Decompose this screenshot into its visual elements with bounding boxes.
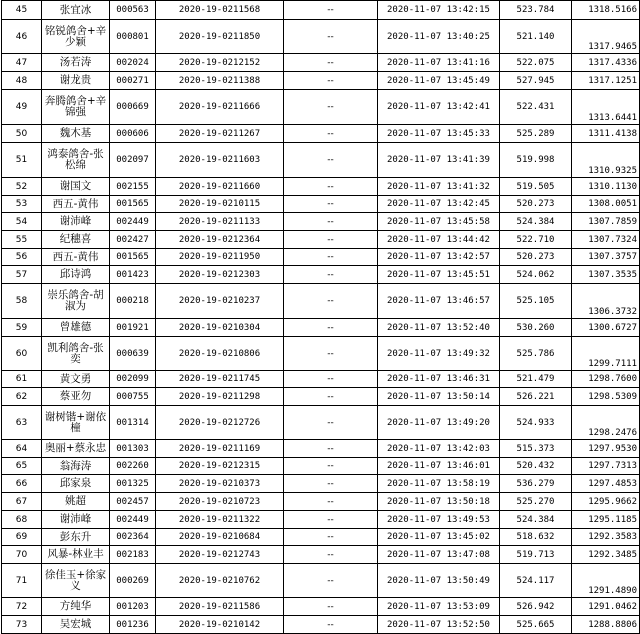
cell-rank: 54 xyxy=(2,213,42,231)
cell-ring-number: 2020-19-0210806 xyxy=(156,337,284,371)
cell-dash: -- xyxy=(284,213,378,231)
cell-ring-number: 2020-19-0210684 xyxy=(156,529,284,546)
cell-name: 黄文勇 xyxy=(42,371,110,388)
cell-name: 张宜冰 xyxy=(42,1,110,20)
cell-name: 西五-黄伟 xyxy=(42,196,110,213)
cell-id: 001921 xyxy=(110,319,156,337)
table-row xyxy=(2,511,640,529)
cell-arrival-time: 2020-11-07 13:50:14 xyxy=(378,388,500,406)
cell-id: 002427 xyxy=(110,231,156,249)
table-row xyxy=(2,564,640,598)
cell-ring-number: 2020-19-0211603 xyxy=(156,143,284,178)
cell-rank: 65 xyxy=(2,458,42,475)
cell-name: 西五-黄伟 xyxy=(42,249,110,266)
cell-rank: 49 xyxy=(2,90,42,125)
cell-ring-number: 2020-19-0210723 xyxy=(156,493,284,511)
cell-score: 1308.0051 xyxy=(572,196,640,213)
cell-name: 崇乐鸽舍-胡淑为 xyxy=(42,284,110,319)
cell-ring-number: 2020-19-0212152 xyxy=(156,54,284,72)
cell-dash: -- xyxy=(284,546,378,564)
cell-speed: 519.998 xyxy=(500,143,572,178)
cell-arrival-time: 2020-11-07 13:49:32 xyxy=(378,337,500,371)
cell-rank: 68 xyxy=(2,511,42,529)
cell-id: 002155 xyxy=(110,178,156,196)
cell-name: 方纯华 xyxy=(42,598,110,616)
table-row xyxy=(2,231,640,249)
cell-rank: 59 xyxy=(2,319,42,337)
cell-ring-number: 2020-19-0211586 xyxy=(156,598,284,616)
cell-rank: 48 xyxy=(2,72,42,90)
table-row xyxy=(2,266,640,284)
cell-arrival-time: 2020-11-07 13:52:40 xyxy=(378,319,500,337)
cell-arrival-time: 2020-11-07 13:47:08 xyxy=(378,546,500,564)
cell-rank: 73 xyxy=(2,616,42,634)
cell-score: 1297.9530 xyxy=(572,440,640,458)
table-row xyxy=(2,529,640,546)
table-row xyxy=(2,371,640,388)
cell-id: 000755 xyxy=(110,388,156,406)
cell-rank: 60 xyxy=(2,337,42,371)
cell-name: 蔡亚勿 xyxy=(42,388,110,406)
cell-speed: 536.279 xyxy=(500,475,572,493)
cell-score: 1307.7859 xyxy=(572,213,640,231)
cell-ring-number: 2020-19-0211745 xyxy=(156,371,284,388)
cell-ring-number: 2020-19-0211660 xyxy=(156,178,284,196)
cell-name: 姚超 xyxy=(42,493,110,511)
cell-speed: 522.710 xyxy=(500,231,572,249)
cell-dash: -- xyxy=(284,458,378,475)
cell-score: 1313.6441 xyxy=(572,90,640,125)
cell-id: 002099 xyxy=(110,371,156,388)
cell-speed: 520.273 xyxy=(500,196,572,213)
cell-name: 凯利鸽舍-张奕 xyxy=(42,337,110,371)
cell-ring-number: 2020-19-0211666 xyxy=(156,90,284,125)
cell-name: 吴宏城 xyxy=(42,616,110,634)
cell-id: 000563 xyxy=(110,1,156,20)
cell-ring-number: 2020-19-0211169 xyxy=(156,440,284,458)
table-row xyxy=(2,475,640,493)
cell-arrival-time: 2020-11-07 13:45:02 xyxy=(378,529,500,546)
cell-rank: 45 xyxy=(2,1,42,20)
cell-name: 汤若涛 xyxy=(42,54,110,72)
cell-score: 1317.4336 xyxy=(572,54,640,72)
cell-arrival-time: 2020-11-07 13:42:41 xyxy=(378,90,500,125)
cell-arrival-time: 2020-11-07 13:45:33 xyxy=(378,125,500,143)
cell-arrival-time: 2020-11-07 13:50:49 xyxy=(378,564,500,598)
cell-id: 001565 xyxy=(110,249,156,266)
cell-dash: -- xyxy=(284,1,378,20)
cell-arrival-time: 2020-11-07 13:53:09 xyxy=(378,598,500,616)
table-row xyxy=(2,20,640,54)
cell-id: 001236 xyxy=(110,616,156,634)
cell-rank: 55 xyxy=(2,231,42,249)
cell-rank: 47 xyxy=(2,54,42,72)
cell-dash: -- xyxy=(284,475,378,493)
cell-speed: 519.505 xyxy=(500,178,572,196)
cell-speed: 524.117 xyxy=(500,564,572,598)
cell-score: 1298.7600 xyxy=(572,371,640,388)
cell-speed: 519.713 xyxy=(500,546,572,564)
cell-score: 1307.3757 xyxy=(572,249,640,266)
table-row xyxy=(2,388,640,406)
cell-speed: 520.273 xyxy=(500,249,572,266)
cell-speed: 521.479 xyxy=(500,371,572,388)
cell-dash: -- xyxy=(284,371,378,388)
table-row xyxy=(2,249,640,266)
cell-rank: 58 xyxy=(2,284,42,319)
table-row xyxy=(2,1,640,20)
table-row xyxy=(2,213,640,231)
cell-ring-number: 2020-19-0210373 xyxy=(156,475,284,493)
cell-dash: -- xyxy=(284,564,378,598)
cell-ring-number: 2020-19-0211568 xyxy=(156,1,284,20)
cell-arrival-time: 2020-11-07 13:42:45 xyxy=(378,196,500,213)
cell-score: 1297.7313 xyxy=(572,458,640,475)
cell-score: 1292.3583 xyxy=(572,529,640,546)
cell-arrival-time: 2020-11-07 13:52:50 xyxy=(378,616,500,634)
cell-score: 1299.7111 xyxy=(572,337,640,371)
cell-name: 鸿泰鸽舍-张松绵 xyxy=(42,143,110,178)
cell-speed: 527.945 xyxy=(500,72,572,90)
cell-arrival-time: 2020-11-07 13:41:16 xyxy=(378,54,500,72)
cell-speed: 520.432 xyxy=(500,458,572,475)
table-row xyxy=(2,143,640,178)
cell-score: 1317.1251 xyxy=(572,72,640,90)
cell-dash: -- xyxy=(284,440,378,458)
cell-speed: 524.062 xyxy=(500,266,572,284)
cell-score: 1297.4853 xyxy=(572,475,640,493)
cell-speed: 530.260 xyxy=(500,319,572,337)
cell-id: 001203 xyxy=(110,598,156,616)
cell-arrival-time: 2020-11-07 13:46:01 xyxy=(378,458,500,475)
table-row xyxy=(2,196,640,213)
cell-rank: 46 xyxy=(2,20,42,54)
table-row xyxy=(2,337,640,371)
cell-score: 1310.1130 xyxy=(572,178,640,196)
cell-name: 奔腾鸽舍+辛锦强 xyxy=(42,90,110,125)
cell-arrival-time: 2020-11-07 13:41:39 xyxy=(378,143,500,178)
cell-rank: 69 xyxy=(2,529,42,546)
cell-id: 000218 xyxy=(110,284,156,319)
cell-id: 002183 xyxy=(110,546,156,564)
table-row xyxy=(2,72,640,90)
cell-id: 000669 xyxy=(110,90,156,125)
cell-dash: -- xyxy=(284,319,378,337)
cell-score: 1291.4890 xyxy=(572,564,640,598)
table-row xyxy=(2,616,640,634)
cell-score: 1295.9662 xyxy=(572,493,640,511)
cell-id: 002364 xyxy=(110,529,156,546)
cell-ring-number: 2020-19-0211133 xyxy=(156,213,284,231)
cell-score: 1306.3732 xyxy=(572,284,640,319)
cell-id: 001303 xyxy=(110,440,156,458)
cell-ring-number: 2020-19-0211298 xyxy=(156,388,284,406)
cell-dash: -- xyxy=(284,266,378,284)
cell-speed: 525.665 xyxy=(500,616,572,634)
cell-arrival-time: 2020-11-07 13:44:42 xyxy=(378,231,500,249)
cell-rank: 72 xyxy=(2,598,42,616)
cell-id: 000606 xyxy=(110,125,156,143)
cell-id: 002024 xyxy=(110,54,156,72)
cell-arrival-time: 2020-11-07 13:45:58 xyxy=(378,213,500,231)
cell-name: 曾雄德 xyxy=(42,319,110,337)
table-row xyxy=(2,54,640,72)
cell-name: 魏木基 xyxy=(42,125,110,143)
cell-dash: -- xyxy=(284,178,378,196)
cell-speed: 522.431 xyxy=(500,90,572,125)
cell-ring-number: 2020-19-0212726 xyxy=(156,406,284,440)
cell-speed: 522.075 xyxy=(500,54,572,72)
cell-arrival-time: 2020-11-07 13:50:18 xyxy=(378,493,500,511)
cell-score: 1288.8806 xyxy=(572,616,640,634)
cell-arrival-time: 2020-11-07 13:40:25 xyxy=(378,20,500,54)
cell-speed: 523.784 xyxy=(500,1,572,20)
cell-arrival-time: 2020-11-07 13:49:20 xyxy=(378,406,500,440)
cell-score: 1317.9465 xyxy=(572,20,640,54)
cell-rank: 53 xyxy=(2,196,42,213)
cell-rank: 66 xyxy=(2,475,42,493)
table-row xyxy=(2,406,640,440)
cell-ring-number: 2020-19-0211388 xyxy=(156,72,284,90)
cell-ring-number: 2020-19-0211322 xyxy=(156,511,284,529)
cell-dash: -- xyxy=(284,406,378,440)
cell-speed: 525.105 xyxy=(500,284,572,319)
cell-name: 奥丽+蔡永忠 xyxy=(42,440,110,458)
cell-ring-number: 2020-19-0211950 xyxy=(156,249,284,266)
cell-rank: 52 xyxy=(2,178,42,196)
cell-arrival-time: 2020-11-07 13:42:03 xyxy=(378,440,500,458)
cell-dash: -- xyxy=(284,284,378,319)
cell-ring-number: 2020-19-0212303 xyxy=(156,266,284,284)
cell-name: 铭锐鸽舍+辛少颖 xyxy=(42,20,110,54)
table-row xyxy=(2,284,640,319)
cell-name: 谢龙贵 xyxy=(42,72,110,90)
cell-id: 000801 xyxy=(110,20,156,54)
cell-score: 1311.4138 xyxy=(572,125,640,143)
cell-name: 谢沛峰 xyxy=(42,511,110,529)
cell-name: 谢沛峰 xyxy=(42,213,110,231)
cell-id: 002097 xyxy=(110,143,156,178)
cell-arrival-time: 2020-11-07 13:45:51 xyxy=(378,266,500,284)
results-table-body xyxy=(2,1,640,634)
cell-rank: 50 xyxy=(2,125,42,143)
cell-ring-number: 2020-19-0211267 xyxy=(156,125,284,143)
table-row xyxy=(2,125,640,143)
cell-rank: 56 xyxy=(2,249,42,266)
cell-speed: 524.384 xyxy=(500,511,572,529)
cell-score: 1300.6727 xyxy=(572,319,640,337)
cell-id: 002457 xyxy=(110,493,156,511)
cell-name: 邱家泉 xyxy=(42,475,110,493)
cell-score: 1292.3485 xyxy=(572,546,640,564)
cell-arrival-time: 2020-11-07 13:41:32 xyxy=(378,178,500,196)
cell-arrival-time: 2020-11-07 13:46:31 xyxy=(378,371,500,388)
cell-name: 邱诗鸿 xyxy=(42,266,110,284)
cell-name: 翁海涛 xyxy=(42,458,110,475)
cell-speed: 525.786 xyxy=(500,337,572,371)
table-row xyxy=(2,493,640,511)
cell-score: 1298.2476 xyxy=(572,406,640,440)
cell-ring-number: 2020-19-0210142 xyxy=(156,616,284,634)
cell-dash: -- xyxy=(284,54,378,72)
cell-speed: 524.933 xyxy=(500,406,572,440)
cell-rank: 67 xyxy=(2,493,42,511)
cell-id: 000271 xyxy=(110,72,156,90)
cell-score: 1298.5309 xyxy=(572,388,640,406)
cell-dash: -- xyxy=(284,125,378,143)
cell-rank: 64 xyxy=(2,440,42,458)
cell-rank: 63 xyxy=(2,406,42,440)
table-row xyxy=(2,458,640,475)
cell-id: 002260 xyxy=(110,458,156,475)
table-row xyxy=(2,440,640,458)
cell-score: 1307.7324 xyxy=(572,231,640,249)
cell-ring-number: 2020-19-0212743 xyxy=(156,546,284,564)
cell-id: 001423 xyxy=(110,266,156,284)
table-row xyxy=(2,178,640,196)
cell-arrival-time: 2020-11-07 13:58:19 xyxy=(378,475,500,493)
cell-id: 001325 xyxy=(110,475,156,493)
cell-rank: 70 xyxy=(2,546,42,564)
results-table xyxy=(1,0,640,634)
cell-name: 谢国文 xyxy=(42,178,110,196)
cell-score: 1310.9325 xyxy=(572,143,640,178)
cell-arrival-time: 2020-11-07 13:45:49 xyxy=(378,72,500,90)
cell-dash: -- xyxy=(284,616,378,634)
cell-dash: -- xyxy=(284,249,378,266)
table-row xyxy=(2,598,640,616)
cell-name: 徐佳玉+徐家义 xyxy=(42,564,110,598)
cell-name: 风暴-林业丰 xyxy=(42,546,110,564)
cell-dash: -- xyxy=(284,20,378,54)
table-row xyxy=(2,90,640,125)
cell-speed: 526.221 xyxy=(500,388,572,406)
cell-dash: -- xyxy=(284,388,378,406)
cell-dash: -- xyxy=(284,511,378,529)
cell-dash: -- xyxy=(284,598,378,616)
cell-ring-number: 2020-19-0212315 xyxy=(156,458,284,475)
cell-rank: 62 xyxy=(2,388,42,406)
cell-score: 1318.5166 xyxy=(572,1,640,20)
cell-arrival-time: 2020-11-07 13:42:15 xyxy=(378,1,500,20)
cell-name: 彭东升 xyxy=(42,529,110,546)
cell-dash: -- xyxy=(284,493,378,511)
cell-speed: 525.270 xyxy=(500,493,572,511)
cell-rank: 57 xyxy=(2,266,42,284)
cell-dash: -- xyxy=(284,337,378,371)
cell-speed: 521.140 xyxy=(500,20,572,54)
cell-ring-number: 2020-19-0212364 xyxy=(156,231,284,249)
cell-ring-number: 2020-19-0210304 xyxy=(156,319,284,337)
cell-score: 1291.0462 xyxy=(572,598,640,616)
cell-id: 002449 xyxy=(110,213,156,231)
cell-id: 000269 xyxy=(110,564,156,598)
cell-id: 000639 xyxy=(110,337,156,371)
cell-arrival-time: 2020-11-07 13:46:57 xyxy=(378,284,500,319)
cell-speed: 524.384 xyxy=(500,213,572,231)
cell-ring-number: 2020-19-0211850 xyxy=(156,20,284,54)
cell-score: 1295.1185 xyxy=(572,511,640,529)
cell-rank: 71 xyxy=(2,564,42,598)
cell-speed: 518.632 xyxy=(500,529,572,546)
cell-rank: 61 xyxy=(2,371,42,388)
table-row xyxy=(2,319,640,337)
cell-speed: 515.373 xyxy=(500,440,572,458)
cell-arrival-time: 2020-11-07 13:42:57 xyxy=(378,249,500,266)
cell-dash: -- xyxy=(284,196,378,213)
cell-dash: -- xyxy=(284,72,378,90)
cell-id: 001565 xyxy=(110,196,156,213)
cell-dash: -- xyxy=(284,231,378,249)
cell-dash: -- xyxy=(284,529,378,546)
cell-name: 纪穗喜 xyxy=(42,231,110,249)
cell-dash: -- xyxy=(284,90,378,125)
cell-id: 001314 xyxy=(110,406,156,440)
cell-ring-number: 2020-19-0210237 xyxy=(156,284,284,319)
cell-rank: 51 xyxy=(2,143,42,178)
cell-dash: -- xyxy=(284,143,378,178)
cell-score: 1307.3535 xyxy=(572,266,640,284)
cell-speed: 525.289 xyxy=(500,125,572,143)
table-row xyxy=(2,546,640,564)
cell-id: 002449 xyxy=(110,511,156,529)
cell-arrival-time: 2020-11-07 13:49:53 xyxy=(378,511,500,529)
cell-ring-number: 2020-19-0210115 xyxy=(156,196,284,213)
cell-ring-number: 2020-19-0210762 xyxy=(156,564,284,598)
cell-speed: 526.942 xyxy=(500,598,572,616)
cell-name: 谢树锴+谢依橦 xyxy=(42,406,110,440)
